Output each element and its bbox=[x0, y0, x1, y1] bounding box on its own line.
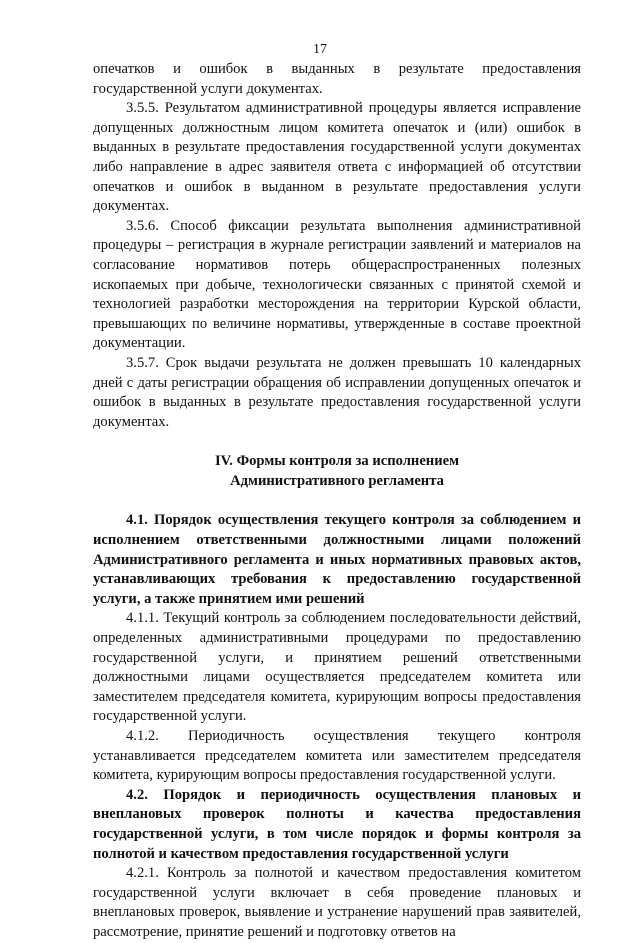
paragraph-4-1-2: 4.1.2. Периодичность осуществления текущего контроля устанавливается председателем комитета или заместителем председателя комитета, курирующим вопросы предоставления государственной услуги. bbox=[93, 728, 581, 784]
section-heading-line1: IV. Формы контроля за исполнением bbox=[214, 453, 460, 470]
paragraph-continuation: опечатков и ошибок в выданных в результате предоставления государственной услуги документах. bbox=[93, 61, 581, 97]
paragraph-3-5-5: 3.5.5. Результатом административной процедуры является исправление допущенных должностным лицом комитета опечаток и (или) ошибок в выданных в результате предоставления государственной услуги документах либо направление в адрес заявителя ответа с информацией об отсутствии опечатков и ошибок в выданном в результате предоставления услуги документах. bbox=[93, 100, 581, 215]
paragraph-4-1-1: 4.1.1. Текущий контроль за соблюдением последовательности действий, определенных административными процедурами по предоставлению государственной услуги, и принятием решений ответственными должностными лицами осуществляется председателем комитета или заместителем председателя комитета, курирующим вопросы предоставления государственной услуги. bbox=[93, 610, 581, 725]
section-heading-line2: Административного регламента bbox=[230, 472, 444, 489]
page-body bbox=[93, 60, 581, 943]
paragraph-4-2-1: 4.2.1. Контроль за полнотой и качеством предоставления комитетом государственной услуги включает в себя проведение плановых и внеплановых проверок, выявление и устранение нарушений прав заявителей, рассмотрение, принятие решений и подготовку ответов на bbox=[93, 865, 581, 940]
paragraph-3-5-7: 3.5.7. Срок выдачи результата не должен превышать 10 календарных дней с даты регистрации обращения об исправлении допущенных опечаток и ошибок в выданных в результате предоставления государственной услуги документах. bbox=[93, 354, 581, 430]
page-number: 17 bbox=[313, 42, 327, 57]
subsection-heading-4-2: 4.2. Порядок и периодичность осуществления плановых и внеплановых проверок полноты и качества предоставления государственной услуги, в том числе порядок и формы контроля за полнотой и качеством предоставления государственной услуги bbox=[93, 786, 581, 862]
subsection-heading-4-1: 4.1. Порядок осуществления текущего контроля за соблюдением и исполнением ответственными должностными лицами положений Административного регламента и иных нормативных правовых актов, устанавливающих требования к предоставлению государственной услуги, а также принятием ими решений bbox=[93, 512, 581, 607]
paragraph-3-5-6: 3.5.6. Способ фиксации результата выполнения административной процедуры – регистрация в журнале регистрации заявлений и материалов на согласование нормативов потерь общераспространенных полезных ископаемых при добыче, технологически связанных с принятой схемой и технологией разработки месторождения на территории Курской области, превышающих по величине нормативы, утвержденные в составе проектной документации. bbox=[93, 217, 581, 352]
